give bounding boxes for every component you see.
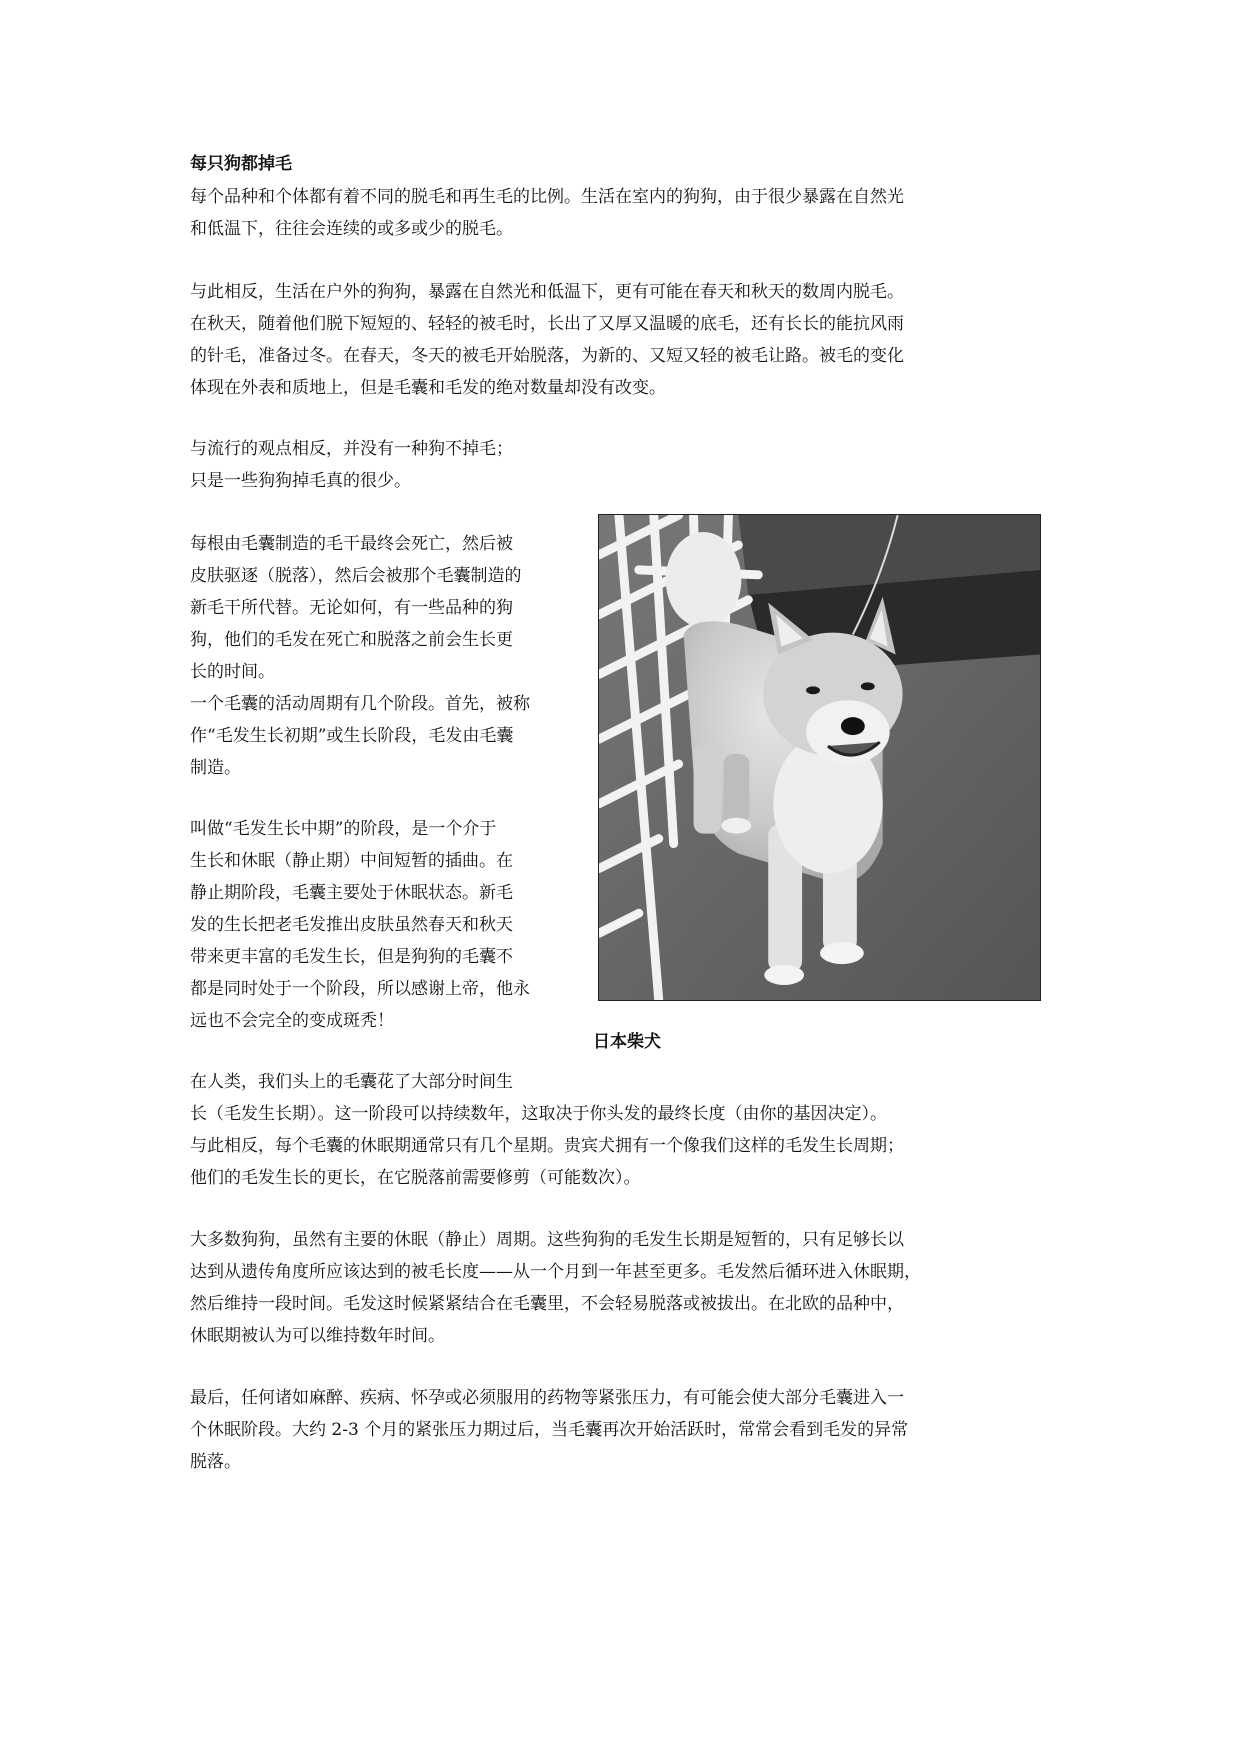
text-line: 与流行的观点相反，并没有一种狗不掉毛；: [190, 439, 513, 459]
text-line: 的针毛，准备过冬。在春天，冬天的被毛开始脱落，为新的、又短又轻的被毛让路。被毛的变化: [190, 346, 904, 366]
text-line: 皮肤驱逐（脱落），然后会被那个毛囊制造的: [190, 566, 522, 586]
text-line: 远也不会完全的变成斑秃！: [190, 1011, 394, 1031]
text-line: 一个毛囊的活动周期有几个阶段。首先，被称: [190, 694, 530, 714]
text-line: 体现在外表和质地上，但是毛囊和毛发的绝对数量却没有改变。: [190, 378, 666, 398]
paragraph-4: [190, 528, 530, 784]
dog-image: [599, 515, 1040, 1000]
text-line: 最后，任何诸如麻醉、疾病、怀孕或必须服用的药物等紧张压力，有可能会使大部分毛囊进入一: [190, 1388, 904, 1408]
text-line: 他们的毛发生长的更长，在它脱落前需要修剪（可能数次）。: [190, 1168, 641, 1188]
text-line: 发的生长把老毛发推出皮肤虽然春天和秋天: [190, 915, 513, 935]
text-line: 作“毛发生长初期”或生长阶段，毛发由毛囊: [190, 726, 514, 746]
text-line: 只是一些狗狗掉毛真的很少。: [190, 471, 411, 491]
text-line: 狗，他们的毛发在死亡和脱落之前会生长更: [190, 630, 513, 650]
text-line: 个休眠阶段。大约 2-3 个月的紧张压力期过后，当毛囊再次开始活跃时，常常会看到毛发的异常: [190, 1420, 909, 1440]
text-line: 都是同时处于一个阶段，所以感谢上帝，他永: [190, 979, 530, 999]
shiba-inu-photo: [598, 514, 1041, 1001]
text-line: 在人类，我们头上的毛囊花了大部分时间生: [190, 1072, 513, 1092]
text-line: 制造。: [190, 758, 241, 778]
text-line: 与此相反，生活在户外的狗狗，暴露在自然光和低温下，更有可能在春天和秋天的数周内脱毛。: [190, 282, 904, 302]
text-line: 每根由毛囊制造的毛干最终会死亡，然后被: [190, 534, 513, 554]
text-line: 和低温下，往往会连续的或多或少的脱毛。: [190, 219, 513, 239]
paragraph-7: [190, 1224, 921, 1352]
paragraph-2: [190, 276, 904, 404]
paragraph-3: [190, 433, 513, 497]
text-line: 生长和休眠（静止期）中间短暂的插曲。在: [190, 851, 513, 871]
text-line: 静止期阶段，毛囊主要处于休眠状态。新毛: [190, 883, 513, 903]
text-line: 与此相反，每个毛囊的休眠期通常只有几个星期。贵宾犬拥有一个像我们这样的毛发生长周期；: [190, 1136, 904, 1156]
page-title: 每只狗都掉毛: [190, 154, 292, 174]
text-line: 长的时间。: [190, 662, 275, 682]
figure-caption: 日本柴犬: [593, 1032, 661, 1052]
text-line: 然后维持一段时间。毛发这时候紧紧结合在毛囊里，不会轻易脱落或被拔出。在北欧的品种中，: [190, 1294, 904, 1314]
text-line: 大多数狗狗，虽然有主要的休眠（静止）周期。这些狗狗的毛发生长期是短暂的，只有足够长以: [190, 1230, 904, 1250]
text-line: 带来更丰富的毛发生长，但是狗狗的毛囊不: [190, 947, 513, 967]
paragraph-1: [190, 181, 904, 245]
text-line: 每个品种和个体都有着不同的脱毛和再生毛的比例。生活在室内的狗狗，由于很少暴露在自然光: [190, 187, 904, 207]
text-line: 达到从遗传角度所应该达到的被毛长度——从一个月到一年甚至更多。毛发然后循环进入休眠期，: [190, 1262, 921, 1282]
paragraph-6: [190, 1066, 904, 1194]
text-line: 新毛干所代替。无论如何，有一些品种的狗: [190, 598, 513, 618]
paragraph-8: [190, 1382, 908, 1478]
text-line: 在秋天，随着他们脱下短短的、轻轻的被毛时，长出了又厚又温暖的底毛，还有长长的能抗风雨: [190, 314, 904, 334]
paragraph-5: [190, 813, 530, 1037]
text-line: 叫做“毛发生长中期”的阶段，是一个介于: [190, 819, 497, 839]
text-line: 脱落。: [190, 1452, 241, 1472]
text-line: 长（毛发生长期）。这一阶段可以持续数年，这取决于你头发的最终长度（由你的基因决定）。: [190, 1104, 887, 1124]
text-line: 休眠期被认为可以维持数年时间。: [190, 1326, 445, 1346]
